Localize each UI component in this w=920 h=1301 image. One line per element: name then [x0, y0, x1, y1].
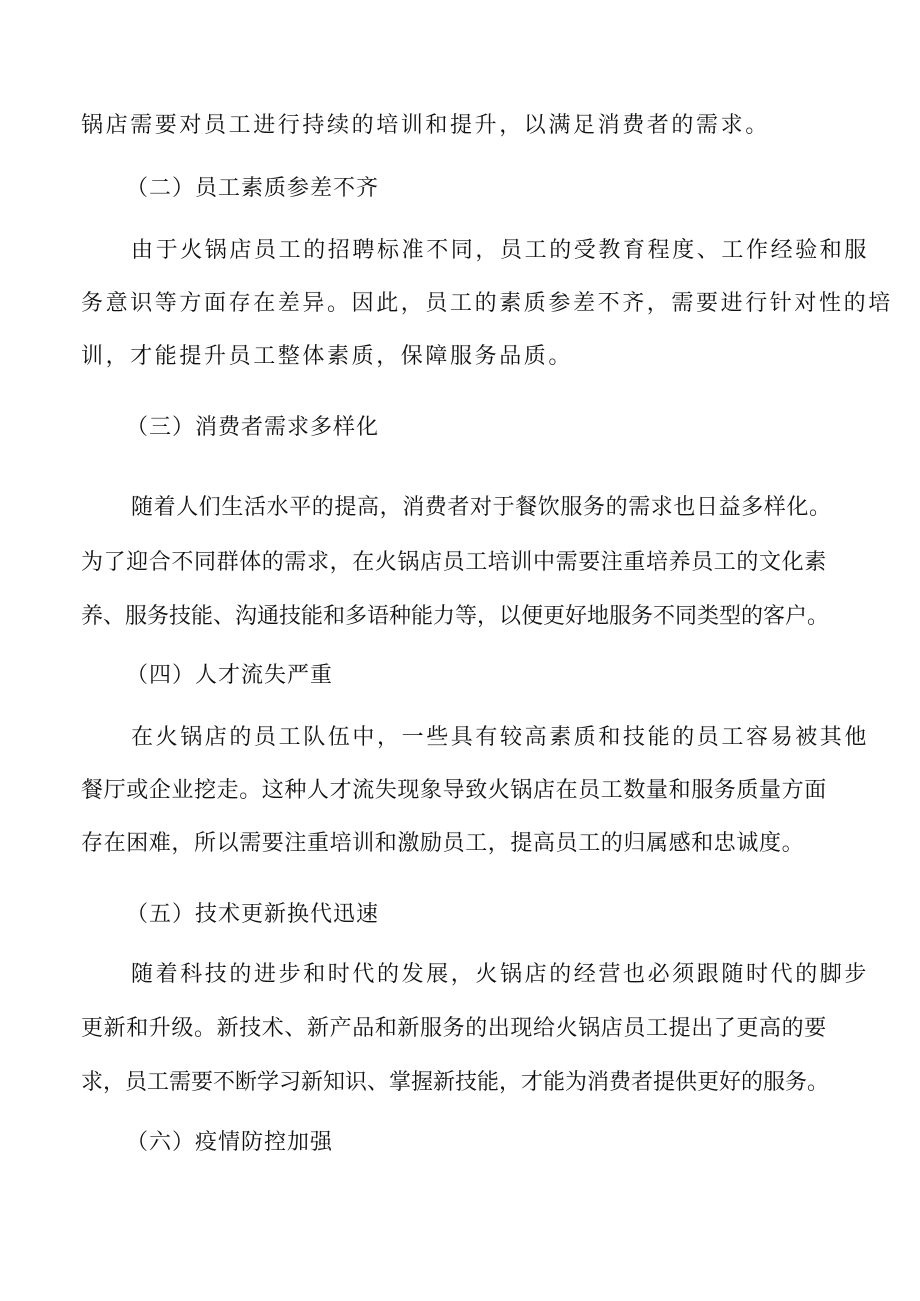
paragraph-line: 由于火锅店员工的招聘标准不同，员工的受教育程度、工作经验和服: [131, 238, 870, 263]
section-heading: （二）员工素质参差不齐: [126, 176, 380, 201]
paragraph-line: 随着人们生活水平的提高，消费者对于餐饮服务的需求也日益多样化。: [131, 495, 832, 520]
paragraph-line: 餐厅或企业挖走。这种人才流失现象导致火锅店在员工数量和服务质量方面: [81, 778, 827, 803]
paragraph-line: 随着科技的进步和时代的发展，火锅店的经营也必须跟随时代的脚步: [131, 962, 870, 987]
paragraph-line: 养、服务技能、沟通技能和多语种能力等，以便更好地服务不同类型的客户。: [81, 604, 830, 629]
paragraph-line: 求，员工需要不断学习新知识、掌握新技能，才能为消费者提供更好的服务。: [81, 1070, 830, 1095]
paragraph-line: 锅店需要对员工进行持续的培训和提升，以满足消费者的需求。: [81, 113, 770, 138]
paragraph-line: 存在困难，所以需要注重培训和激励员工，提高员工的归属感和忠诚度。: [81, 831, 805, 856]
section-heading: （五）技术更新换代迅速: [126, 902, 380, 927]
section-heading: （六）疫情防控加强: [126, 1130, 334, 1155]
paragraph-line: 更新和升级。新技术、新产品和新服务的出现给火锅店员工提出了更高的要: [81, 1016, 827, 1041]
paragraph-line: 务意识等方面存在差异。因此，员工的素质参差不齐，需要进行针对性的培: [81, 291, 893, 316]
paragraph-line: 为了迎合不同群体的需求，在火锅店员工培训中需要注重培养员工的文化素: [81, 550, 827, 575]
section-heading: （三）消费者需求多样化: [126, 415, 380, 440]
section-heading: （四）人才流失严重: [126, 663, 334, 688]
paragraph-line: 在火锅店的员工队伍中，一些具有较高素质和技能的员工容易被其他: [131, 725, 870, 750]
paragraph-line: 训，才能提升员工整体素质，保障服务品质。: [81, 344, 574, 369]
